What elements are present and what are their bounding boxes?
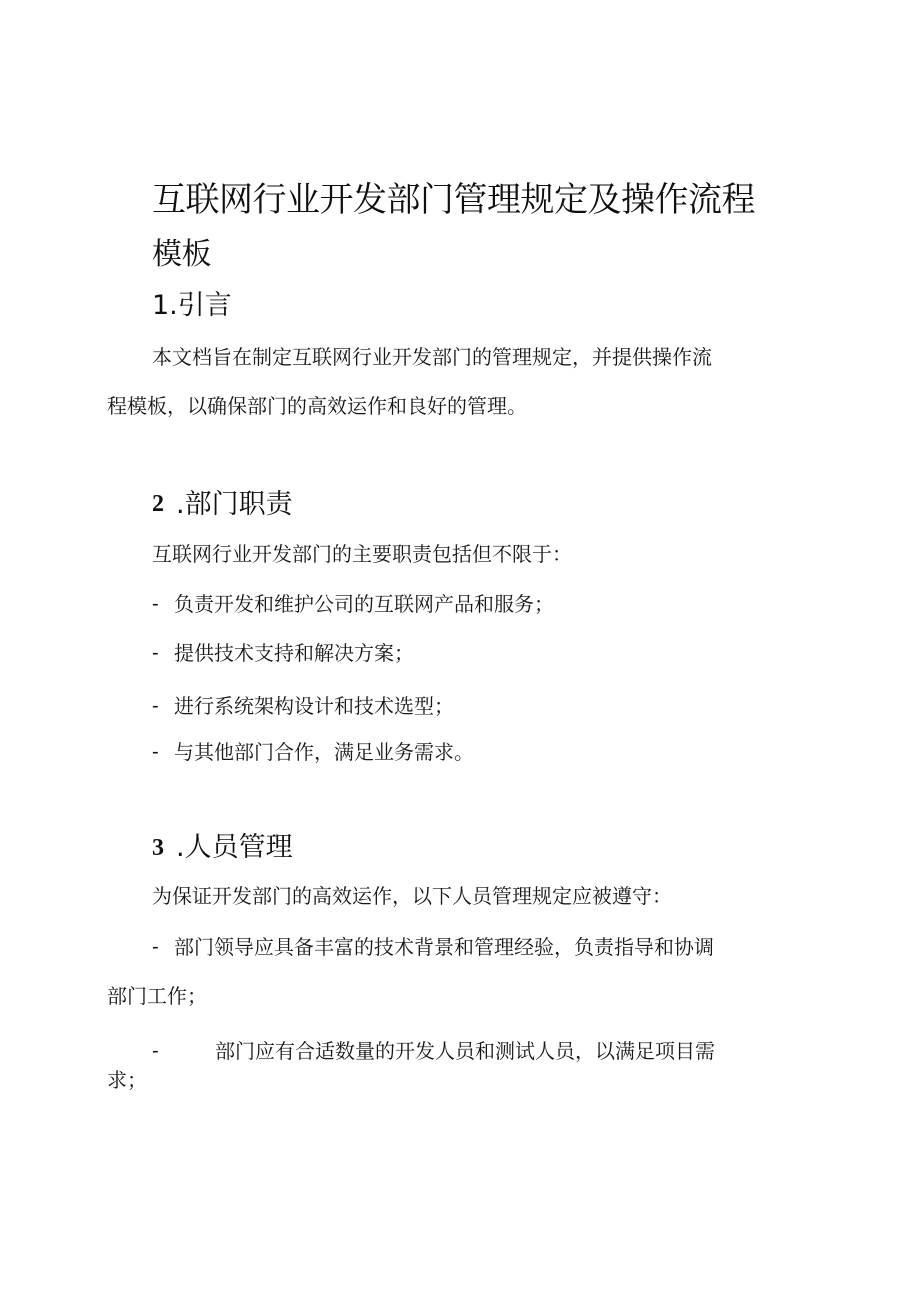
list-bullet: - bbox=[152, 936, 159, 958]
section-2-number: 2 bbox=[152, 491, 164, 517]
document-title-line-2: 模板 bbox=[152, 237, 211, 272]
list-bullet: - bbox=[152, 741, 159, 763]
section-3-intro: 为保证开发部门的高效运作，以下人员管理规定应被遵守： bbox=[152, 884, 672, 908]
section-3-item-1-line-1: 部门领导应具备丰富的技术背景和管理经验，负责指导和协调 bbox=[174, 935, 714, 959]
section-2-item-3: 进行系统架构设计和技术选型； bbox=[174, 694, 454, 718]
list-bullet: - bbox=[152, 642, 159, 664]
section-2-heading: .部门职责 bbox=[176, 489, 293, 520]
section-2-intro: 互联网行业开发部门的主要职责包括但不限于： bbox=[152, 542, 572, 566]
section-3-item-2-line-1: 部门应有合适数量的开发人员和测试人员，以满足项目需 bbox=[215, 1039, 715, 1063]
section-1-paragraph-line-1: 本文档旨在制定互联网行业开发部门的管理规定，并提供操作流 bbox=[152, 345, 712, 369]
section-3-heading: .人员管理 bbox=[176, 832, 293, 863]
section-1-heading: 1.引言 bbox=[152, 290, 232, 321]
list-bullet: - bbox=[152, 593, 159, 615]
section-2-item-2: 提供技术支持和解决方案； bbox=[174, 641, 414, 665]
section-1-paragraph-line-2: 程模板，以确保部门的高效运作和良好的管理。 bbox=[107, 394, 527, 418]
section-3-number: 3 bbox=[152, 835, 164, 861]
document-title-line-1: 互联网行业开发部门管理规定及操作流程 bbox=[152, 180, 755, 220]
list-bullet: - bbox=[152, 1040, 159, 1062]
section-2-item-1: 负责开发和维护公司的互联网产品和服务； bbox=[174, 592, 554, 616]
section-3-item-2-line-2: 求； bbox=[107, 1068, 147, 1092]
list-bullet: - bbox=[152, 695, 159, 717]
section-3-item-1-line-2: 部门工作； bbox=[107, 984, 207, 1008]
section-2-item-4: 与其他部门合作，满足业务需求。 bbox=[174, 740, 474, 764]
